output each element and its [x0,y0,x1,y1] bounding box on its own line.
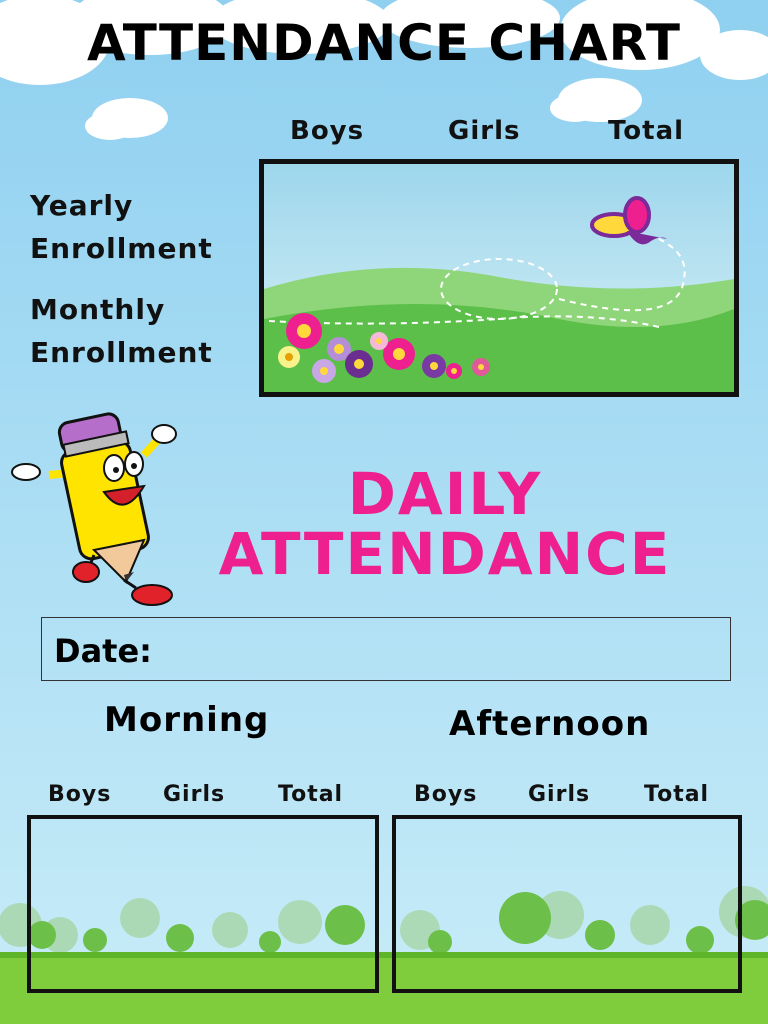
label-monthly: Monthly [30,293,166,326]
date-field[interactable] [41,617,731,681]
attendance-line: ATTENDANCE [218,520,672,588]
date-label: Date: [54,632,152,670]
pencil-mascot-icon [4,410,189,610]
enrollment-box [259,159,739,397]
afternoon-header-girls: Girls [528,782,591,807]
afternoon-label: Afternoon [449,704,651,744]
enroll-header-total: Total [608,116,685,146]
label-enrollment-2: Enrollment [30,336,213,369]
daily-attendance-heading [175,460,715,588]
label-enrollment-1: Enrollment [30,232,213,265]
afternoon-box [392,815,742,993]
afternoon-header-boys: Boys [414,782,478,807]
enroll-header-girls: Girls [448,116,521,146]
enroll-header-boys: Boys [290,116,365,146]
morning-box [27,815,379,993]
daily-line: DAILY [347,460,543,528]
page-title: ATTENDANCE CHART [86,14,682,72]
yearly-enrollment-label [30,184,213,270]
morning-header-girls: Girls [163,782,226,807]
afternoon-header-total: Total [644,782,710,807]
label-yearly: Yearly [30,189,134,222]
morning-header-boys: Boys [48,782,112,807]
morning-header-total: Total [278,782,344,807]
monthly-enrollment-label [30,288,213,374]
morning-label: Morning [104,700,270,740]
